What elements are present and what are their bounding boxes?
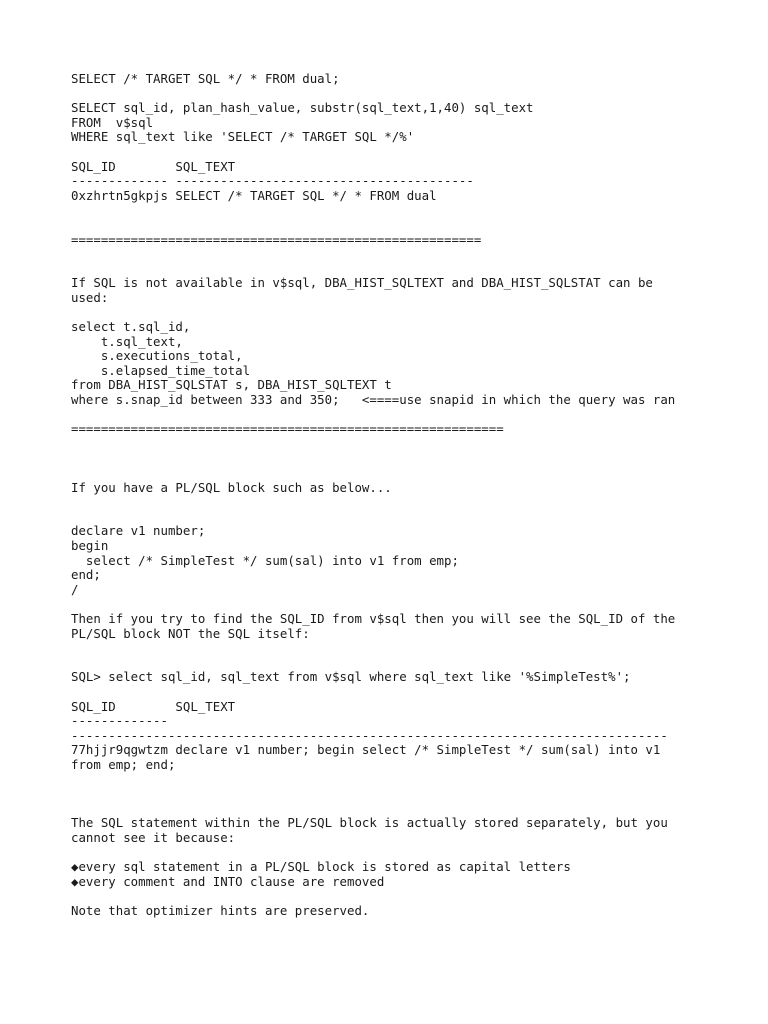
blank-line [71, 495, 761, 510]
blank-line [71, 306, 761, 321]
text-line: 77hjjr9qgwtzm declare v1 number; begin select /* SimpleTest */ sum(sal) into v1 [71, 742, 661, 758]
text-line: select /* SimpleTest */ sum(sal) into v1 from emp; [71, 552, 459, 568]
text-line: select t.sql_id, [71, 319, 191, 335]
text-line: SQL_ID SQL_TEXT [71, 158, 236, 174]
text-line: ========================================================== [71, 421, 504, 437]
text-line: s.executions_total, [71, 348, 243, 364]
text-line: 0xzhrtn5gkpjs SELECT /* TARGET SQL */ * FROM dual [71, 187, 437, 203]
blank-line [71, 218, 761, 233]
text-line: begin [71, 538, 109, 553]
text-line: end; [71, 567, 101, 583]
blank-line [71, 451, 761, 466]
text-line: WHERE sql_text like 'SELECT /* TARGET SQL */%' [71, 129, 415, 145]
text-line: ------------- ---------------------------------------- [71, 173, 474, 189]
text-line: cannot see it because: [71, 829, 236, 845]
text-line: PL/SQL block NOT the SQL itself: [71, 625, 310, 641]
blank-line [71, 773, 761, 788]
blank-line [71, 656, 761, 671]
text-line: ------------- [71, 713, 168, 729]
blank-line [71, 203, 761, 218]
blank-line [71, 510, 761, 525]
blank-line [71, 685, 761, 700]
blank-line [71, 845, 761, 860]
blank-line [71, 87, 761, 102]
text-line: ◆every comment and INTO clause are removed [71, 873, 385, 889]
blank-line [71, 262, 761, 277]
text-line: SQL_ID SQL_TEXT [71, 698, 236, 714]
text-line: The SQL statement within the PL/SQL block is actually stored separately, but you [71, 815, 668, 831]
text-line: If SQL is not available in v$sql, DBA_HIST_SQLTEXT and DBA_HIST_SQLSTAT can be [71, 275, 653, 291]
text-line: SELECT /* TARGET SQL */ * FROM dual; [71, 71, 340, 86]
blank-line [71, 641, 761, 656]
text-line: declare v1 number; [71, 523, 206, 539]
text-line: from DBA_HIST_SQLSTAT s, DBA_HIST_SQLTEXT t [71, 377, 392, 393]
text-line: / [71, 581, 79, 597]
text-line: SELECT sql_id, plan_hash_value, substr(sql_text,1,40) sql_text [71, 100, 534, 116]
blank-line [71, 408, 761, 423]
text-line: s.elapsed_time_total [71, 362, 251, 378]
blank-line [71, 145, 761, 160]
text-line: from emp; end; [71, 756, 176, 772]
text-line: SQL> select sql_id, sql_text from v$sql where sql_text like '%SimpleTest%'; [71, 669, 631, 685]
text-line: FROM v$sql [71, 114, 154, 130]
text-line: where s.snap_id between 333 and 350; <====use snapid in which the query was ran [71, 392, 676, 408]
blank-line [71, 437, 761, 452]
text-line: ======================================================= [71, 231, 482, 247]
text-line: t.sql_text, [71, 333, 183, 349]
text-line: ◆every sql statement in a PL/SQL block is stored as capital letters [71, 859, 571, 875]
text-line: If you have a PL/SQL block such as below... [71, 479, 392, 495]
blank-line [71, 247, 761, 262]
blank-line [71, 466, 761, 481]
blank-line [71, 787, 761, 802]
document-body [71, 72, 761, 918]
text-line: Then if you try to find the SQL_ID from v$sql then you will see the SQL_ID of the [71, 610, 676, 626]
text-line: Note that optimizer hints are preserved. [71, 902, 370, 918]
text-line: used: [71, 289, 109, 305]
blank-line [71, 889, 761, 904]
text-line: -------------------------------------------------------------------------------- [71, 727, 668, 743]
blank-line [71, 597, 761, 612]
blank-line [71, 802, 761, 817]
